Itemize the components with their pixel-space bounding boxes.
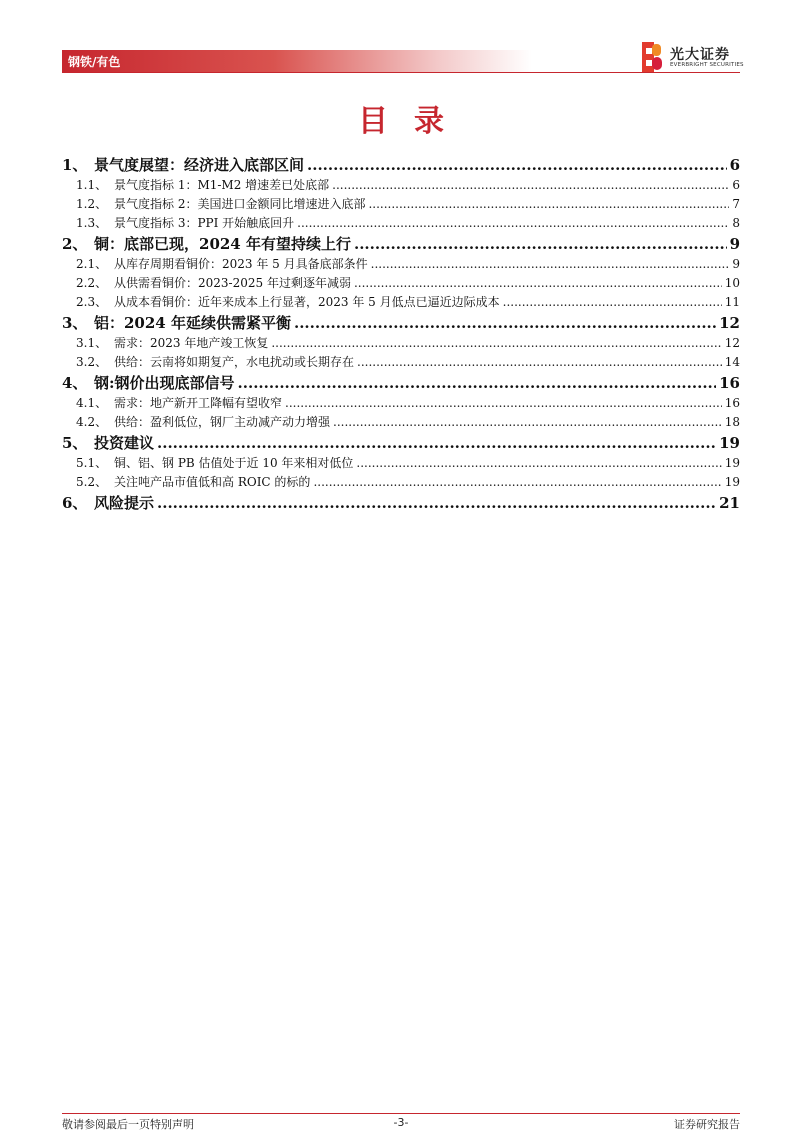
toc-entry-section[interactable] [62,274,740,293]
toc-entry-chapter[interactable] [62,233,740,255]
toc-entry-chapter[interactable] [62,372,740,394]
toc-entry-page: 6 [729,156,740,174]
header-divider [62,72,740,73]
toc-entry-title: 风险提示 [94,494,155,512]
toc-entry-number: 5、 [62,434,88,452]
table-of-contents [62,154,740,514]
toc-leader-dots [368,197,729,211]
footer-divider [62,1113,740,1114]
toc-entry-number: 4.1、 [76,396,108,410]
toc-leader-dots [271,336,721,350]
toc-entry-page: 19 [724,475,740,489]
toc-entry-page: 11 [724,295,740,309]
toc-leader-dots [297,216,729,230]
toc-leader-dots [332,178,729,192]
toc-leader-dots [157,434,716,452]
toc-entry-chapter[interactable] [62,312,740,334]
toc-entry-number: 1、 [62,156,88,174]
toc-leader-dots [157,494,716,512]
toc-entry-number: 2.1、 [76,257,108,271]
toc-leader-dots [354,276,722,290]
toc-entry-title: 铜、铝、钢 PB 估值处于近 10 年来相对低位 [114,456,354,470]
toc-entry-page: 8 [732,216,740,230]
toc-leader-dots [354,235,727,253]
toc-entry-page: 18 [724,415,740,429]
toc-entry-page: 12 [719,314,740,332]
toc-entry-number: 3.2、 [76,355,108,369]
toc-entry-chapter[interactable] [62,154,740,176]
toc-entry-number: 5.2、 [76,475,108,489]
toc-entry-page: 10 [724,276,740,290]
toc-entry-number: 4.2、 [76,415,108,429]
toc-entry-number: 4、 [62,374,88,392]
toc-entry-page: 6 [732,178,740,192]
toc-entry-page: 16 [719,374,740,392]
toc-entry-number: 3.1、 [76,336,108,350]
toc-entry-title: 景气度指标 3：PPI 开始触底回升 [114,216,295,230]
toc-entry-title: 需求：地产新开工降幅有望收窄 [114,396,283,410]
company-logo [640,42,744,72]
toc-entry-section[interactable] [62,255,740,274]
header-banner [62,50,532,72]
toc-leader-dots [357,355,722,369]
everbright-logo-icon [640,42,664,72]
toc-entry-page: 12 [724,336,740,350]
toc-entry-section[interactable] [62,394,740,413]
toc-entry-number: 5.1、 [76,456,108,470]
toc-entry-page: 19 [719,434,740,452]
toc-entry-number: 2.2、 [76,276,108,290]
toc-entry-section[interactable] [62,214,740,233]
toc-entry-number: 6、 [62,494,88,512]
toc-entry-page: 16 [724,396,740,410]
toc-entry-title: 铝：2024 年延续供需紧平衡 [94,314,291,332]
toc-entry-number: 1.3、 [76,216,108,230]
toc-entry-title: 关注吨产品市值低和高 ROIC 的标的 [114,475,311,489]
logo-text-en: EVERBRIGHT SECURITIES [670,62,744,68]
toc-entry-title: 景气度指标 2：美国进口金额同比增速进入底部 [114,197,366,211]
page-title: 目录 [358,104,470,139]
toc-entry-number: 1.2、 [76,197,108,211]
footer-disclaimer: 敬请参阅最后一页特别声明 [62,1118,194,1131]
toc-entry-section[interactable] [62,353,740,372]
toc-leader-dots [503,295,722,309]
toc-leader-dots [371,257,730,271]
toc-entry-section[interactable] [62,334,740,353]
toc-entry-page: 9 [729,235,740,253]
toc-entry-page: 21 [719,494,740,512]
toc-entry-page: 14 [724,355,740,369]
toc-entry-section[interactable] [62,293,740,312]
footer-report-type: 证券研究报告 [674,1118,740,1131]
toc-entry-title: 投资建议 [94,434,155,452]
toc-entry-number: 2、 [62,235,88,253]
toc-leader-dots [356,456,721,470]
toc-leader-dots [307,156,727,174]
toc-entry-number: 2.3、 [76,295,108,309]
toc-entry-section[interactable] [62,195,740,214]
toc-entry-title: 从供需看铜价：2023-2025 年过剩逐年减弱 [114,276,351,290]
section-label: 钢铁/有色 [68,55,121,69]
toc-entry-page: 9 [732,257,740,271]
toc-leader-dots [294,314,716,332]
toc-leader-dots [333,415,722,429]
toc-entry-chapter[interactable] [62,432,740,454]
toc-entry-number: 3、 [62,314,88,332]
toc-entry-section[interactable] [62,413,740,432]
toc-leader-dots [285,396,722,410]
toc-entry-section[interactable] [62,176,740,195]
toc-entry-title: 从成本看铜价：近年来成本上行显著，2023 年 5 月低点已逼近边际成本 [114,295,500,309]
toc-entry-title: 钢:钢价出现底部信号 [94,374,235,392]
toc-leader-dots [313,475,721,489]
toc-entry-chapter[interactable] [62,492,740,514]
toc-entry-title: 供给：盈利低位，钢厂主动减产动力增强 [114,415,331,429]
toc-entry-title: 景气度展望：经济进入底部区间 [94,156,305,174]
footer-page-number: -3- [393,1116,409,1129]
toc-leader-dots [238,374,717,392]
toc-entry-number: 1.1、 [76,178,108,192]
toc-entry-title: 需求：2023 年地产竣工恢复 [114,336,269,350]
toc-entry-title: 景气度指标 1：M1-M2 增速差已处底部 [114,178,330,192]
toc-entry-section[interactable] [62,473,740,492]
toc-entry-title: 供给：云南将如期复产，水电扰动或长期存在 [114,355,355,369]
toc-entry-title: 从库存周期看铜价：2023 年 5 月具备底部条件 [114,257,368,271]
toc-entry-title: 铜：底部已现，2024 年有望持续上行 [94,235,351,253]
toc-entry-page: 7 [732,197,740,211]
toc-entry-section[interactable] [62,454,740,473]
toc-entry-page: 19 [724,456,740,470]
logo-text-cn: 光大证券 [670,47,730,63]
